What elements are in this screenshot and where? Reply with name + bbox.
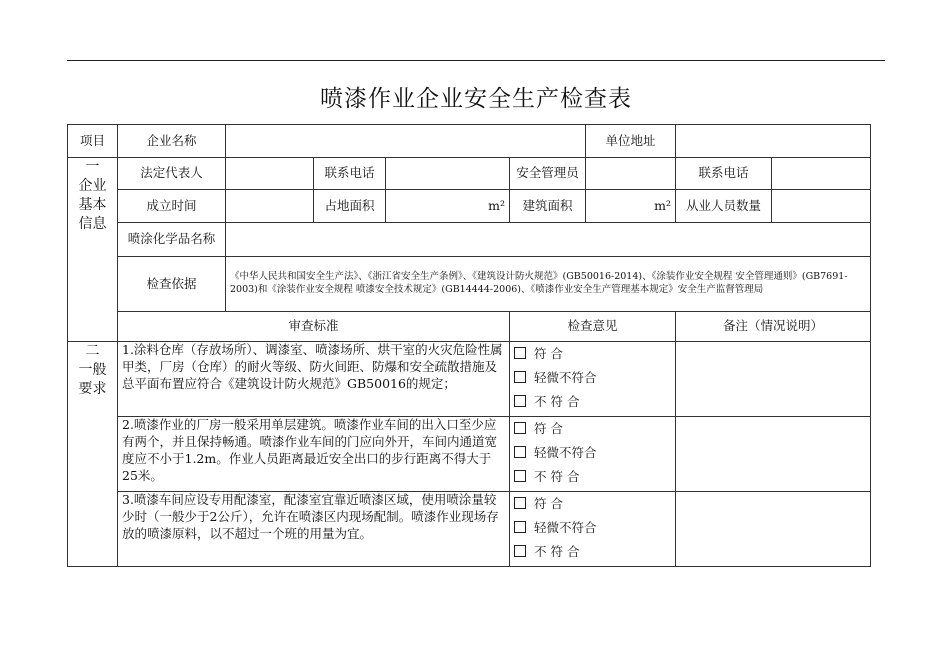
chemicals-row [68, 223, 871, 257]
checkbox-icon[interactable] [514, 395, 526, 407]
legal-rep-label: 法定代表人 [118, 158, 226, 190]
opinion-options [510, 417, 676, 492]
remarks-field[interactable] [676, 417, 871, 492]
standard-text: 2.喷漆作业的厂房一般采用单层建筑。喷漆作业车间的出入口至少应有两个，并且保持畅通。喷漆作业车间的门应向外开，车间内通道宽度应不小于1.2m。作业人员距离最近安全出口的步行距离不得大于25米。 [118, 417, 510, 492]
established-row [68, 190, 871, 223]
checkbox-icon[interactable] [514, 497, 526, 509]
option-minor-noncomply[interactable]: 轻微不符合 [514, 516, 671, 540]
option-minor-noncomply[interactable]: 轻微不符合 [514, 441, 671, 465]
chemicals-field[interactable] [226, 223, 871, 257]
checkbox-icon[interactable] [514, 347, 526, 359]
section2-title: 二 一般 要求 [68, 342, 118, 567]
inspection-table [67, 124, 871, 567]
checkbox-icon[interactable] [514, 545, 526, 557]
building-area-field[interactable]: m² [586, 190, 676, 223]
phone-label-2: 联系电话 [676, 158, 772, 190]
address-field[interactable] [676, 125, 871, 158]
item-label: 项目 [68, 125, 118, 158]
opinion-header: 检查意见 [510, 312, 676, 342]
staff-count-field[interactable] [772, 190, 871, 223]
established-label: 成立时间 [118, 190, 226, 223]
option-noncomply[interactable]: 不 符 合 [514, 465, 671, 489]
remarks-field[interactable] [676, 492, 871, 567]
column-header-row [68, 312, 871, 342]
standard-text: 3.喷漆车间应设专用配漆室，配漆室宜靠近喷漆区域，使用喷涂量较少时（一般少于2公斤），允许在喷漆区内现场配制。喷漆作业现场存放的喷漆原料，以不超过一个班的用量为宜。 [118, 492, 510, 567]
legal-rep-row [68, 158, 871, 190]
company-name-field[interactable] [226, 125, 586, 158]
phone-field-1[interactable] [386, 158, 510, 190]
remarks-header: 备注（情况说明） [676, 312, 871, 342]
checkbox-icon[interactable] [514, 470, 526, 482]
checkbox-icon[interactable] [514, 521, 526, 533]
checkbox-icon[interactable] [514, 422, 526, 434]
company-row [68, 125, 871, 158]
phone-label-1: 联系电话 [314, 158, 386, 190]
remarks-field[interactable] [676, 342, 871, 417]
option-comply[interactable]: 符 合 [514, 492, 671, 516]
company-name-label: 企业名称 [118, 125, 226, 158]
opinion-options [510, 342, 676, 417]
section1-title: 一 企业 基本 信息 [68, 158, 118, 342]
building-area-label: 建筑面积 [510, 190, 586, 223]
staff-count-label: 从业人员数量 [676, 190, 772, 223]
legal-rep-field[interactable] [226, 158, 314, 190]
standard-header: 审查标准 [118, 312, 510, 342]
established-field[interactable] [226, 190, 314, 223]
standard-row [68, 342, 871, 417]
standard-text: 1.涂料仓库（存放场所）、调漆室、喷漆场所、烘干室的火灾危险性属甲类，厂房（仓库）的耐火等级、防火间距、防爆和安全疏散措施及总平面布置应符合《建筑设计防火规范》GB50016的规定； [118, 342, 510, 417]
option-comply[interactable]: 符 合 [514, 417, 671, 441]
option-minor-noncomply[interactable]: 轻微不符合 [514, 366, 671, 390]
address-label: 单位地址 [586, 125, 676, 158]
phone-field-2[interactable] [772, 158, 871, 190]
opinion-options [510, 492, 676, 567]
option-noncomply[interactable]: 不 符 合 [514, 390, 671, 414]
basis-label: 检查依据 [118, 257, 226, 312]
basis-row [68, 257, 871, 312]
safety-manager-label: 安全管理员 [510, 158, 586, 190]
option-noncomply[interactable]: 不 符 合 [514, 540, 671, 564]
safety-manager-field[interactable] [586, 158, 676, 190]
land-area-label: 占地面积 [314, 190, 386, 223]
standard-row [68, 492, 871, 567]
checkbox-icon[interactable] [514, 446, 526, 458]
header-rule [67, 60, 885, 61]
land-area-field[interactable]: m² [386, 190, 510, 223]
basis-text: 《中华人民共和国安全生产法》、《浙江省安全生产条例》、《建筑设计防火规范》(GB50016-2014)、《涂装作业安全规程 安全管理通则》(GB7691-2003)和《涂装作业安全规程 喷漆安全技术规定》(GB14444-2006)、《喷漆作业安全生产管理基本规定》安全生产监督管理局 [226, 257, 871, 312]
option-comply[interactable]: 符 合 [514, 342, 671, 366]
page-title: 喷漆作业企业安全生产检查表 [320, 86, 632, 112]
checkbox-icon[interactable] [514, 371, 526, 383]
chemicals-label: 喷涂化学品名称 [118, 223, 226, 257]
standard-row [68, 417, 871, 492]
